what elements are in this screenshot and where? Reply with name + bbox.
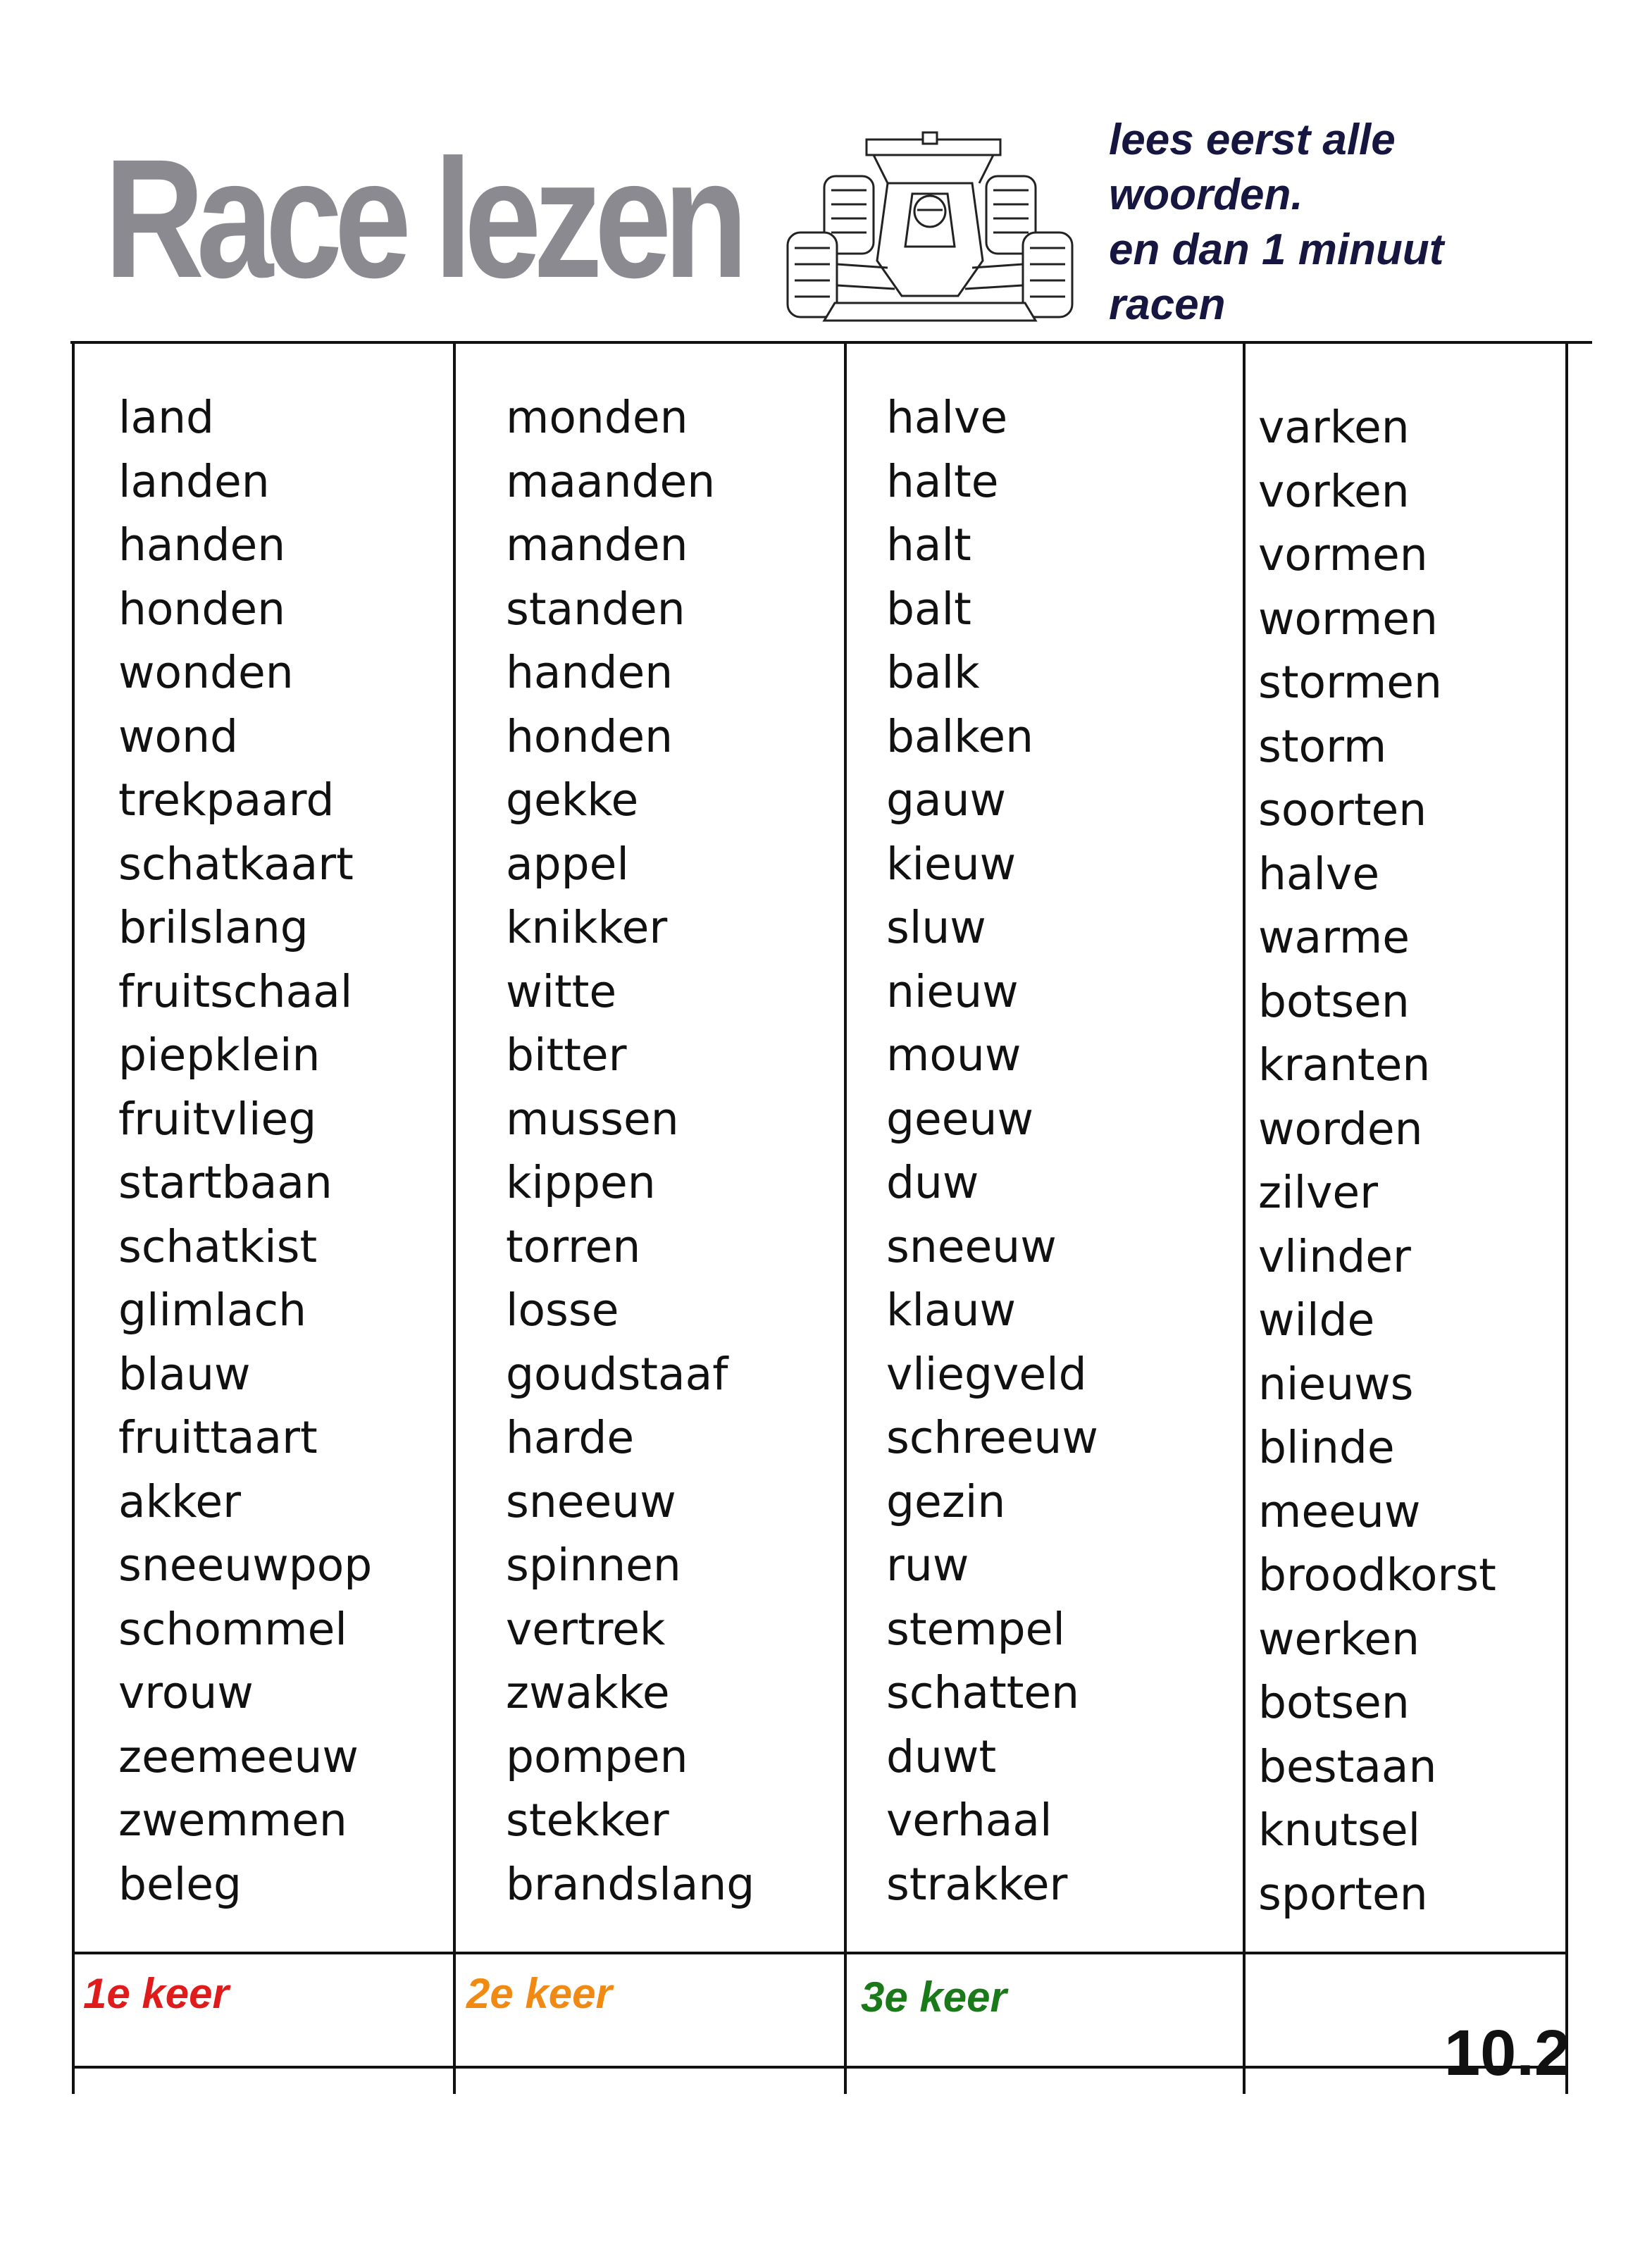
word: broodkorst xyxy=(1258,1549,1496,1601)
attempt-1-label: 1e keer xyxy=(83,1970,229,2017)
word: glimlach xyxy=(118,1284,307,1336)
word: fruitvlieg xyxy=(118,1093,317,1145)
attempt-2-label: 2e keer xyxy=(466,1970,612,2017)
word: akker xyxy=(118,1475,241,1527)
word: halte xyxy=(886,455,999,507)
word-column-1 xyxy=(118,386,372,1916)
word: gekke xyxy=(506,774,639,826)
word: meeuw xyxy=(1258,1485,1421,1537)
word: soorten xyxy=(1258,784,1427,836)
word: sneeuw xyxy=(886,1220,1057,1272)
column-divider xyxy=(453,342,456,2094)
word: mouw xyxy=(886,1029,1021,1081)
word: knikker xyxy=(506,902,668,953)
word: handen xyxy=(506,647,673,698)
instruction-line: woorden. xyxy=(1109,171,1303,219)
word: vertrek xyxy=(506,1603,666,1655)
word: botsen xyxy=(1258,1677,1410,1728)
footer-divider xyxy=(72,1952,1568,1954)
word-column-3 xyxy=(886,386,1098,1916)
word: brandslang xyxy=(506,1858,755,1910)
word: schatkist xyxy=(118,1220,318,1272)
word: stormen xyxy=(1258,657,1442,708)
word: blauw xyxy=(118,1348,251,1400)
word: land xyxy=(118,392,215,443)
word: werken xyxy=(1258,1613,1420,1665)
word: verhaal xyxy=(886,1794,1052,1846)
word: pompen xyxy=(506,1730,688,1783)
attempt-3-label: 3e keer xyxy=(861,1973,1007,2021)
word: kranten xyxy=(1258,1039,1431,1091)
instruction-line: racen xyxy=(1109,280,1226,329)
word: stempel xyxy=(886,1603,1065,1655)
word-column-4 xyxy=(1258,396,1496,1926)
word: vorken xyxy=(1258,465,1410,517)
word: strakker xyxy=(886,1858,1068,1910)
word: halve xyxy=(886,392,1008,443)
word: fruitschaal xyxy=(118,965,353,1017)
word: honden xyxy=(506,710,673,762)
word: schatkaart xyxy=(118,838,354,890)
word: ruw xyxy=(886,1539,969,1591)
word: sluw xyxy=(886,902,986,953)
instruction-line: en dan 1 minuut xyxy=(1109,225,1444,274)
table-border-left xyxy=(72,342,75,2094)
word: landen xyxy=(118,455,270,507)
word: knutsel xyxy=(1258,1804,1421,1856)
word: warme xyxy=(1258,912,1410,963)
word: beleg xyxy=(118,1858,242,1910)
word: nieuw xyxy=(886,965,1019,1017)
table-top-border xyxy=(70,341,1592,344)
word: vliegveld xyxy=(886,1348,1087,1400)
word: handen xyxy=(118,519,286,571)
word: duwt xyxy=(886,1730,997,1783)
word: botsen xyxy=(1258,975,1410,1027)
word: losse xyxy=(506,1284,619,1336)
word: geeuw xyxy=(886,1093,1033,1145)
word: gezin xyxy=(886,1475,1006,1527)
word: zwakke xyxy=(506,1667,670,1718)
word: fruittaart xyxy=(118,1412,318,1463)
column-divider xyxy=(1243,342,1246,2094)
word: wonden xyxy=(118,647,294,698)
word: duw xyxy=(886,1157,979,1208)
race-car-icon xyxy=(782,127,1078,331)
word: klauw xyxy=(886,1284,1017,1336)
word: spinnen xyxy=(506,1539,681,1591)
word: schatten xyxy=(886,1667,1080,1718)
instruction-line: lees eerst alle xyxy=(1109,116,1396,164)
column-divider xyxy=(844,342,847,2094)
word: goudstaaf xyxy=(506,1348,728,1400)
word: balt xyxy=(886,583,971,635)
word: schommel xyxy=(118,1603,347,1655)
word: worden xyxy=(1258,1103,1423,1155)
word: appel xyxy=(506,838,629,890)
word: harde xyxy=(506,1412,635,1463)
word: bestaan xyxy=(1258,1740,1437,1792)
word: startbaan xyxy=(118,1157,333,1208)
word: bitter xyxy=(506,1029,627,1081)
word: schreeuw xyxy=(886,1412,1098,1463)
instructions xyxy=(1109,113,1616,333)
word-column-2 xyxy=(506,386,754,1916)
word: mussen xyxy=(506,1093,679,1145)
word: sneeuwpop xyxy=(118,1539,373,1591)
word: sneeuw xyxy=(506,1475,676,1527)
word: standen xyxy=(506,583,685,635)
word: blinde xyxy=(1258,1422,1395,1473)
page-title: Race lezen xyxy=(104,124,740,313)
word: zeemeeuw xyxy=(118,1730,359,1783)
word: balk xyxy=(886,647,980,698)
word: wormen xyxy=(1258,593,1438,645)
word: maanden xyxy=(506,455,716,507)
word: piepklein xyxy=(118,1029,321,1081)
word: kieuw xyxy=(886,838,1017,890)
word: sporten xyxy=(1258,1868,1428,1920)
word: honden xyxy=(118,583,286,635)
word: manden xyxy=(506,519,688,571)
word: kippen xyxy=(506,1157,656,1208)
word: torren xyxy=(506,1220,641,1272)
word: brilslang xyxy=(118,902,309,953)
word: monden xyxy=(506,392,688,443)
word: witte xyxy=(506,965,617,1017)
worksheet-code: 10.2 xyxy=(1444,2017,1571,2089)
word: storm xyxy=(1258,720,1387,772)
word: trekpaard xyxy=(118,774,335,826)
word: vormen xyxy=(1258,529,1428,581)
word: vrouw xyxy=(118,1667,254,1718)
word: gauw xyxy=(886,774,1007,826)
word: nieuws xyxy=(1258,1358,1414,1410)
word: zwemmen xyxy=(118,1794,347,1846)
table-bottom-border xyxy=(72,2066,1568,2069)
table-border-right xyxy=(1565,342,1568,2094)
word: vlinder xyxy=(1258,1230,1411,1282)
word: wilde xyxy=(1258,1294,1375,1346)
word: halt xyxy=(886,519,971,571)
word: zilver xyxy=(1258,1167,1379,1218)
word: wond xyxy=(118,710,238,762)
word: balken xyxy=(886,710,1034,762)
word: varken xyxy=(1258,402,1410,453)
word: halve xyxy=(1258,848,1380,900)
word: stekker xyxy=(506,1794,669,1846)
